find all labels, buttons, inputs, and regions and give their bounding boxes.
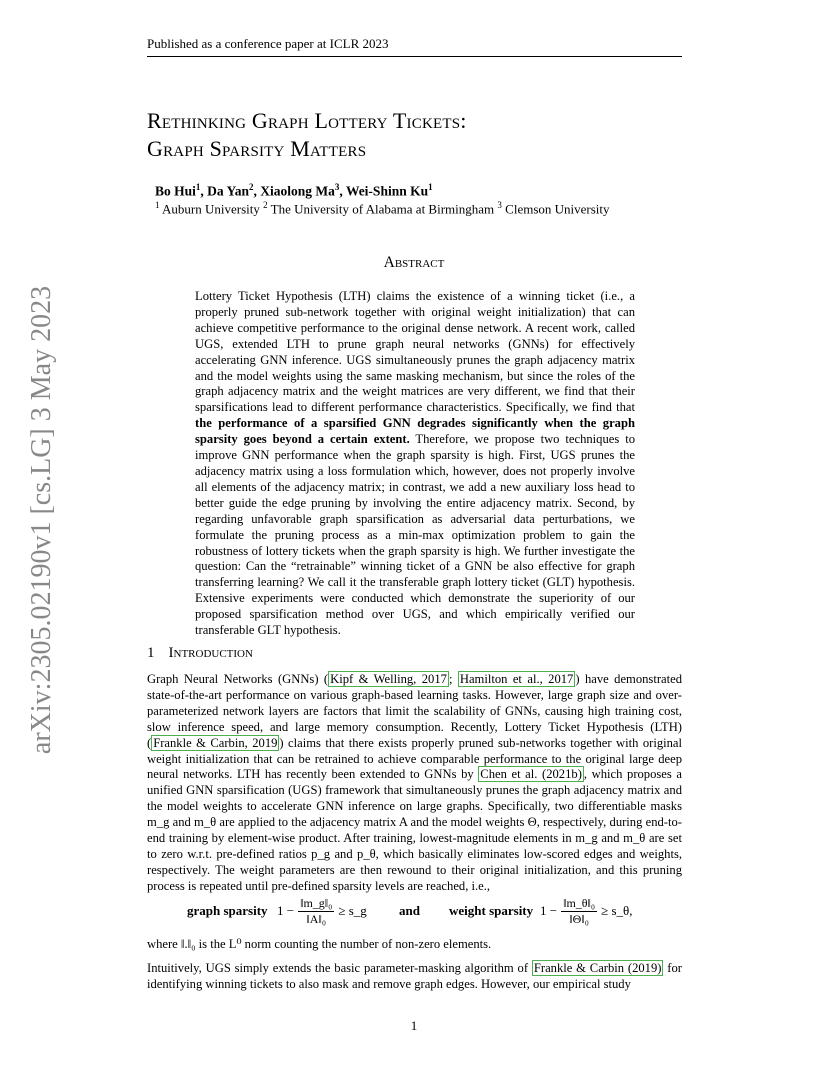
- author-affil-sup: 1: [195, 182, 201, 192]
- denominator: ‖Θ‖₀: [569, 911, 589, 926]
- abstract-text: Lottery Ticket Hypothesis (LTH) claims the existence of a winning ticket (i.e., a properly pruned sub-network together with original weight initialization) that can achieve competitive performance to the original dense network. A recent work, called UGS, extended LTH to prune graph neural networks (GNNs) for effectively accelerating GNN inference. UGS simultaneously prunes the graph adjacency matrix and the model weights using the same masking mechanism, but since the roles of the graph adjacency matrix and the weight matrices are very different, we find that their sparsifications lead to different performance characteristics. Specifically, we find that: [195, 289, 635, 415]
- abstract-bold-claim: the performance of a sparsified GNN degrades significantly when the graph sparsity goes beyond a certain extent.: [195, 416, 635, 447]
- body-text: ) claims that there exists properly pruned sub-networks together with original weight initialization that can be retrained to achieve comparable performance to the original large deep neural networks. LTH has recently been extended to GNNs by: [147, 735, 682, 782]
- math-term: ≥ s_g: [338, 903, 367, 918]
- section-number: 1: [147, 645, 155, 661]
- body-text: ) have demonstrated state-of-the-art performance on various graph-based learning tasks. However, large graph size and over-parameterized network layers are factors that limit the scalability of GNNs, causing high training cost, slow inference speed, and large memory consumption. Recently, Lottery Ticket Hypothesis (LTH) (: [147, 672, 682, 750]
- denominator: ‖A‖₀: [306, 911, 327, 926]
- intro-paragraph: [147, 672, 682, 895]
- author-affil-sup: 1: [428, 182, 433, 192]
- equation-label: weight sparsity: [449, 903, 534, 918]
- abstract-heading: Abstract: [383, 254, 445, 271]
- citation-link[interactable]: Chen et al. (2021b): [480, 767, 582, 782]
- citation-link[interactable]: Hamilton et al., 2017: [459, 672, 574, 686]
- affil-sup: 2: [263, 200, 268, 210]
- title-line-2: Graph Sparsity Matters: [147, 136, 367, 161]
- author-affil-sup: 2: [249, 182, 254, 192]
- author-name: Bo Hui: [155, 183, 196, 199]
- paper-title: [147, 107, 467, 163]
- section-heading: [147, 645, 253, 662]
- citation-link[interactable]: Kipf & Welling, 2017: [330, 672, 447, 686]
- abstract-body: [195, 289, 635, 639]
- affil-name: The University of Alabama at Birmingham: [270, 201, 495, 217]
- norm-note: where ‖.‖₀ is the L⁰ norm counting the number of non-zero elements.: [147, 937, 492, 951]
- equation-label: graph sparsity: [187, 903, 268, 918]
- page-number: 1: [410, 1018, 418, 1033]
- math-term: 1 −: [277, 903, 295, 918]
- body-text: Intuitively, UGS simply extends the basic parameter-masking algorithm of: [147, 961, 532, 975]
- section-title: Introduction: [168, 645, 253, 661]
- arxiv-stamp: [22, 285, 62, 755]
- author-name: Wei-Shinn Ku: [345, 183, 429, 199]
- body-text: ;: [448, 672, 458, 686]
- graph-sparsity-expr: [277, 893, 367, 929]
- affil-sup: 3: [497, 200, 502, 210]
- equation-and: and: [399, 903, 420, 918]
- author-name: Xiaolong Ma: [260, 183, 335, 199]
- affiliations: [155, 200, 610, 217]
- fraction: [561, 896, 597, 927]
- body-text: , which proposes a unified GNN sparsification (UGS) framework that simultaneously prunes the graph adjacency matrix and the model weights to accelerate GNN inference on large graphs. Specifically, two differentiable masks m_g and m_θ are applied to the adjacency matrix A and the model weights Θ, respectively, during end-to-end training by element-wise product. After training, lowest-magnitude elements in m_g and m_θ are set to zero w.r.t. pre-defined ratios p_g and p_θ, which basically eliminates low-scored edges and weights, respectively. The weight parameters are then rewound to their original initialization, and this pruning process is repeated until pre-defined sparsity levels are reached, i.e.,: [147, 767, 682, 893]
- author-affil-sup: 3: [334, 182, 340, 192]
- citation-link[interactable]: Frankle & Carbin, 2019: [153, 735, 278, 750]
- numerator: ‖m_θ‖₀: [563, 895, 596, 910]
- body-text: for identifying winning tickets to also mask and remove graph edges. However, our empirical study: [147, 961, 682, 991]
- weight-sparsity-expr: [540, 893, 633, 929]
- citation-link[interactable]: Frankle & Carbin (2019): [533, 961, 662, 975]
- affil-name: Clemson University: [505, 201, 610, 217]
- author-name: Da Yan: [207, 183, 250, 199]
- body-text: Graph Neural Networks (GNNs) (: [147, 672, 329, 686]
- fraction: [298, 896, 334, 927]
- body-paragraph: [147, 961, 682, 993]
- arxiv-id: arXiv:2305.02190v1 [cs.LG] 3 May 2023: [26, 285, 57, 755]
- math-term: 1 −: [540, 903, 558, 918]
- affil-name: Auburn University: [162, 201, 260, 217]
- abstract-text: Therefore, we propose two techniques to improve GNN performance when the graph sparsity is high. First, UGS prunes the adjacency matrix using a loss formulation which, however, does not properly involve all elements of the adjacency matrix; in contrast, we add a new auxiliary loss head to better guide the edge pruning by involving the entire adjacency matrix. Second, by regarding unfavorable graph sparsification as adversarial data perturbations, we formulate the pruning process as a min-max optimization problem to gain the robustness of lottery tickets when the graph sparsity is high. We further investigate the question: Can the “retrainable” winning ticket of a GNN be also effective for graph transferring learning? We call it the transferable graph lottery ticket (GLT) hypothesis. Extensive experiments were conducted which demonstrate the superiority of our proposed sparsification method over UGS, and which empirically verified our transferable GLT hypothesis.: [195, 432, 635, 638]
- running-header: Published as a conference paper at ICLR 2023: [147, 36, 682, 57]
- affil-sup: 1: [155, 200, 160, 210]
- numerator: ‖m_g‖₀: [300, 895, 333, 910]
- title-line-1: Rethinking Graph Lottery Tickets:: [147, 108, 467, 133]
- author-list: Bo Hui$^1$, Da Yan$^2$, Xiaolong Ma$^3$, Wei-Shinn Ku$^1$: [155, 182, 433, 199]
- math-term: ≥ s_θ,: [601, 903, 633, 918]
- sparsity-equation: [187, 893, 647, 929]
